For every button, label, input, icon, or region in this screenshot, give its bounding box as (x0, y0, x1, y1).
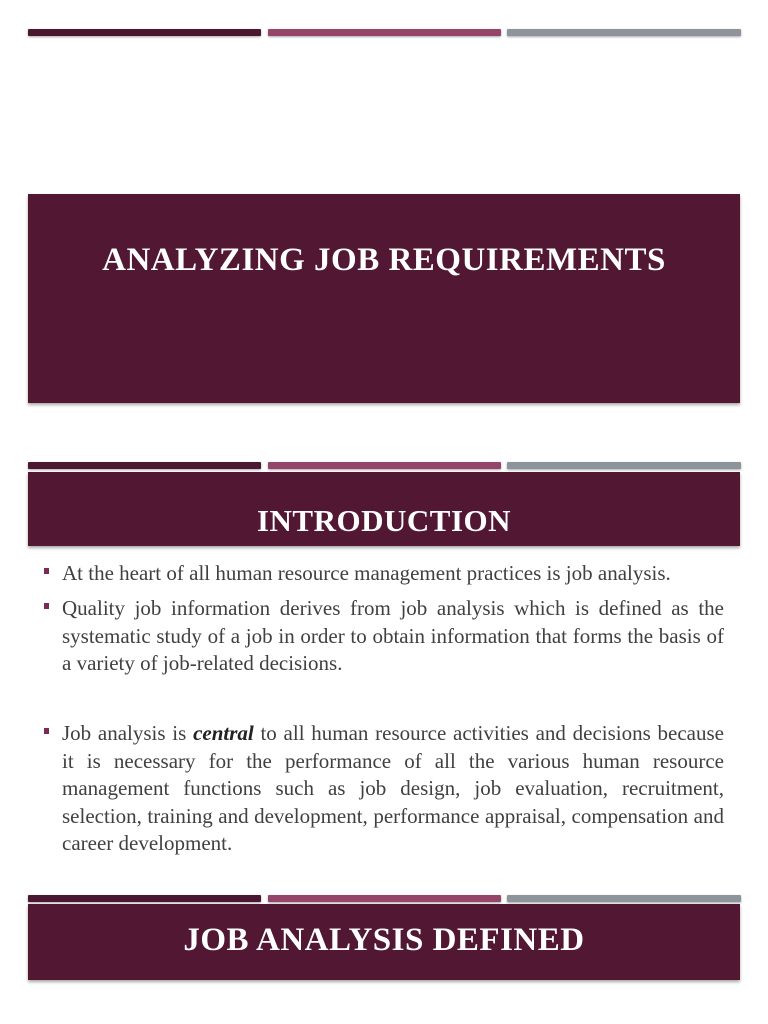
stripe-segment-gray (507, 462, 741, 469)
bullet-text-before: Job analysis is (62, 721, 194, 745)
stripe-segment-gray (507, 29, 741, 36)
stripe-segment-plum (28, 895, 261, 902)
stripe-segment-rose (268, 462, 501, 469)
square-bullet-icon (44, 728, 49, 734)
definition-banner (28, 904, 740, 980)
list-item (40, 720, 724, 858)
stripe-segment-plum (28, 29, 261, 36)
intro-banner (28, 472, 740, 546)
bullet-list (40, 595, 724, 678)
decorative-stripe (28, 462, 741, 469)
title-banner (28, 194, 740, 403)
bullet-text: Quality job information derives from job analysis which is defined as the systematic study of a job in order to obtain information that forms the basis of a variety of job-related decisions. (62, 596, 724, 675)
stripe-segment-rose (268, 895, 501, 902)
emphasis-word: central (193, 721, 254, 745)
stripe-segment-gray (507, 895, 741, 902)
bullet-text: At the heart of all human resource management practices is job analysis. (62, 561, 671, 585)
bullet-text-after: to all human resource activities and decisions because it is necessary for the performance of all the various human resource management functions such as job design, job evaluation, recruitment, selection, training and development, performance appraisal, compensation and career development. (62, 721, 724, 855)
list-item (40, 595, 724, 678)
slide-title: ANALYZING JOB REQUIREMENTS (102, 242, 666, 278)
bullet-list (40, 720, 724, 858)
square-bullet-icon (44, 568, 49, 574)
stripe-segment-rose (268, 29, 501, 36)
bullet-list (40, 560, 724, 588)
section-heading: JOB ANALYSIS DEFINED (183, 922, 585, 958)
section-heading: INTRODUCTION (256, 503, 512, 538)
decorative-stripe (28, 29, 741, 36)
stripe-segment-plum (28, 462, 261, 469)
list-item (40, 560, 724, 588)
decorative-stripe (28, 895, 741, 902)
square-bullet-icon (44, 603, 49, 609)
